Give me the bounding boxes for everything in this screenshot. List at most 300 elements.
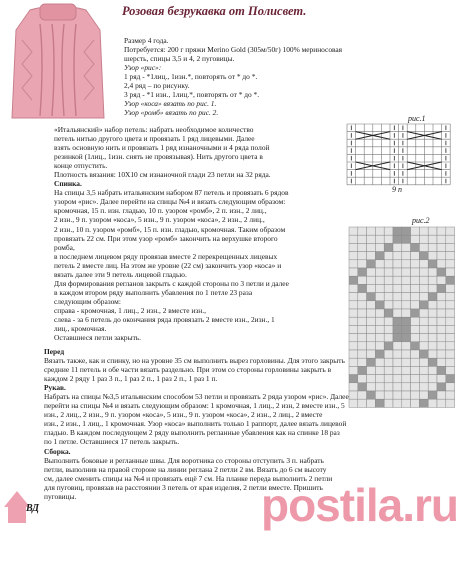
text-line: На спицы 3,5 набрать итальянским набором 87 петель и провязать 6 рядов — [54, 188, 289, 198]
chart-cell — [367, 293, 376, 301]
chart-cell — [367, 317, 376, 325]
chart-cell — [419, 252, 428, 260]
chart-cell — [437, 350, 446, 358]
chart-cell — [437, 325, 446, 333]
chart-cell — [402, 252, 411, 260]
chart-cell — [375, 276, 384, 284]
chart-cell — [349, 243, 358, 251]
chart-cell — [402, 375, 411, 383]
text-line: см, далее сменить спицы на №4 и провязать ещё 7 см. На планке переда выполнить 2 петли — [44, 473, 333, 483]
chart-cell — [428, 350, 437, 358]
chart-cell — [384, 383, 393, 391]
chart-cell — [437, 366, 446, 374]
chart-cell — [375, 383, 384, 391]
chart-cell — [349, 375, 358, 383]
text-line: по 1 петле. Оставшиеся 17 петель закрыть. — [44, 437, 180, 447]
chart-cell — [402, 268, 411, 276]
text-line: 2 изн., 10 п. узором «ромб», 15 п. изн. гладью, кромочная. Таким образом — [54, 224, 286, 234]
chart-cell — [367, 334, 376, 342]
text-line: средние 11 петель и обе части вязать раздельно. При этом со стороны горловины закрыть в — [44, 365, 332, 375]
chart-cell — [419, 284, 428, 292]
chart-cell — [384, 309, 393, 317]
text-line: Набрать на спицы №3,5 итальянским способом 53 петли и провязать 2 ряда узором «рис». Далее — [44, 392, 349, 402]
chart-cell — [428, 227, 437, 235]
text-line: «Итальянский» набор петель: набрать необходимое количество — [54, 125, 254, 134]
chart-cell — [358, 284, 367, 292]
chart-cell — [446, 276, 455, 284]
chart-cell — [437, 260, 446, 268]
chart-cell — [367, 284, 376, 292]
chart-cell — [375, 301, 384, 309]
chart-cell — [384, 227, 393, 235]
figure2-chart — [348, 226, 456, 415]
chart-cell — [375, 317, 384, 325]
chart-cell — [367, 309, 376, 317]
chart-cell — [411, 325, 420, 333]
chart-cell — [367, 375, 376, 383]
chart-cell — [393, 342, 402, 350]
chart-cell — [402, 342, 411, 350]
sweater-photo — [0, 0, 116, 124]
chart-cell — [437, 276, 446, 284]
chart-cell — [419, 375, 428, 383]
chart-cell — [375, 350, 384, 358]
text-line: 2,4 ряд – по рисунку. — [124, 81, 190, 91]
chart-cell — [411, 260, 420, 268]
chart-cell — [358, 301, 367, 309]
chart-cell — [411, 252, 420, 260]
chart-cell — [411, 293, 420, 301]
chart-cell — [375, 375, 384, 383]
chart-cell — [349, 227, 358, 235]
chart-cell — [375, 293, 384, 301]
text-line: изн., 2 изн., 1 лиц., 1 кромочная. Узор «коса» выполнить только 1 раппорт, далее вязать лицевой — [44, 419, 347, 429]
text-line: кромочная, 15 п. изн. гладью, 10 п. узором «ромб», 2 п. изн., 2 лиц., — [54, 206, 267, 216]
chart-cell — [411, 399, 420, 407]
chart-cell — [437, 375, 446, 383]
chart-cell — [375, 243, 384, 251]
chart-cell — [402, 366, 411, 374]
chart-cell — [428, 375, 437, 383]
intro-text — [124, 36, 342, 117]
instructions-main — [54, 125, 289, 342]
chart-cell — [375, 325, 384, 333]
text-line: Узор «ромб» вязать по рис. 2. — [124, 108, 219, 118]
watermark-text: postila.ru — [260, 479, 458, 531]
chart-cell — [402, 325, 411, 333]
chart-cell — [375, 391, 384, 399]
chart-cell — [393, 325, 402, 333]
text-line: Плотность вязания: 10Х10 см изнаночной глади 23 петли на 32 ряда. — [54, 170, 271, 180]
chart-cell — [419, 243, 428, 251]
text-line: для пуговиц, провязав на расстоянии 3 петель от края изделия, 2 петли вместе. Пришить — [44, 482, 323, 492]
chart-cell — [428, 366, 437, 374]
chart-cell — [393, 334, 402, 342]
chart-cell — [349, 334, 358, 342]
chart-cell — [358, 276, 367, 284]
chart-cell — [428, 293, 437, 301]
chart-cell — [384, 317, 393, 325]
chart-cell — [419, 301, 428, 309]
text-line: Вязать также, как и спинку, но на уровне 35 см выполнить вырез горловины. Для этого закрыть — [44, 356, 345, 366]
text-line: Перед — [44, 347, 65, 356]
chart-cell — [419, 227, 428, 235]
chart-cell — [428, 391, 437, 399]
chart-cell — [384, 375, 393, 383]
chart-cell — [428, 358, 437, 366]
chart-cell — [419, 334, 428, 342]
text-line: Размер 4 года. — [124, 36, 169, 45]
text-line: провязать 22 см. При этом узор «ромб» закончить на верхушке второго — [54, 233, 278, 243]
chart-cell — [402, 284, 411, 292]
chart-cell — [393, 309, 402, 317]
chart-cell — [384, 366, 393, 374]
chart-cell — [428, 334, 437, 342]
text-line: Узор «рис»: — [124, 63, 162, 73]
chart-cell — [411, 366, 420, 374]
chart-cell — [384, 399, 393, 407]
chart-cell — [419, 325, 428, 333]
chart-cell — [375, 260, 384, 268]
chart-cell — [428, 235, 437, 243]
chart-cell — [437, 399, 446, 407]
text-line: петель 2 вместе лиц. На этом же уровне (22 см) закончить узор «коса» и — [54, 260, 282, 270]
chart-cell — [393, 366, 402, 374]
chart-cell — [437, 317, 446, 325]
chart-cell — [375, 358, 384, 366]
text-line: Для формирования регланов закрыть с каждой стороны по 3 петли и далее — [54, 278, 289, 288]
chart-cell — [446, 317, 455, 325]
chart-cell — [367, 243, 376, 251]
chart-cell — [349, 325, 358, 333]
chart-cell — [446, 260, 455, 268]
chart-cell — [349, 235, 358, 243]
chart-cell — [375, 227, 384, 235]
chart-cell — [437, 334, 446, 342]
chart-cell — [402, 276, 411, 284]
chart-cell — [446, 350, 455, 358]
chart-cell — [349, 366, 358, 374]
chart-cell — [419, 309, 428, 317]
chart-cell — [402, 334, 411, 342]
chart-cell — [349, 252, 358, 260]
chart-cell — [402, 350, 411, 358]
chart-cell — [446, 235, 455, 243]
chart-cell — [428, 243, 437, 251]
chart-cell — [393, 260, 402, 268]
chart-cell — [446, 366, 455, 374]
chart-cell — [384, 334, 393, 342]
chart-cell — [393, 252, 402, 260]
chart-cell — [367, 276, 376, 284]
chart-cell — [419, 399, 428, 407]
chart-cell — [446, 391, 455, 399]
chart-cell — [411, 309, 420, 317]
chart-cell — [411, 301, 420, 309]
text-line: 2 изн., 9 п. узором «коса», 5 изн., 9 п. узором «коса», 2 изн., 2 лиц., — [54, 215, 265, 225]
chart-cell — [402, 227, 411, 235]
chart-cell — [437, 342, 446, 350]
chart-cell — [384, 325, 393, 333]
chart-cell — [428, 325, 437, 333]
figure2-label: рис.2 — [412, 216, 430, 225]
chart-cell — [384, 391, 393, 399]
chart-cell — [446, 383, 455, 391]
chart-cell — [402, 309, 411, 317]
chart-cell — [437, 227, 446, 235]
chart-cell — [349, 317, 358, 325]
chart-cell — [402, 383, 411, 391]
chart-cell — [411, 391, 420, 399]
chart-cell — [367, 391, 376, 399]
chart-cell — [419, 317, 428, 325]
chart-cell — [411, 276, 420, 284]
chart-cell — [358, 334, 367, 342]
chart-cell — [358, 375, 367, 383]
chart-cell — [419, 391, 428, 399]
figure1-dimension: 9 п — [392, 185, 402, 194]
chart-cell — [446, 375, 455, 383]
chart-cell — [428, 260, 437, 268]
chart-cell — [367, 235, 376, 243]
text-line: Оставшиеся петли закрыть. — [54, 333, 142, 343]
text-line: в каждом втором ряду выполнить убавления по 1 петле 23 раза — [54, 287, 253, 297]
text-line: 1 ряд - *1лиц., 1изн.*, повторять от * до *. — [124, 72, 258, 82]
chart-cell — [393, 268, 402, 276]
watermark-tag: ВД — [26, 503, 39, 514]
chart-cell — [428, 252, 437, 260]
chart-cell — [393, 243, 402, 251]
chart-cell — [446, 334, 455, 342]
text-line: каждом 2 ряду 1 раз 3 п., 1 раз 2 п., 1 раз 2 п., 1 раз 1 п. — [44, 374, 218, 384]
text-line: перейти на спицы №4 и вязать следующим образом: 1 кромочная, 1 лиц., 2 изн, 2 вместе изн., 5 — [44, 401, 345, 411]
chart-cell — [349, 383, 358, 391]
text-line: петли, выполнив на правой стороне на линии реглана 2 петли 2 вм. Вязать до 6 см высоту — [44, 464, 327, 474]
text-line: в последнем лицевом ряду провязав вместе 2 перекрещенных лицевых — [54, 251, 278, 261]
chart-cell — [367, 252, 376, 260]
chart-cell — [384, 301, 393, 309]
chart-cell — [393, 293, 402, 301]
chart-cell — [437, 391, 446, 399]
chart-cell — [411, 383, 420, 391]
chart-cell — [349, 391, 358, 399]
chart-cell — [349, 260, 358, 268]
chart-cell — [419, 383, 428, 391]
chart-cell — [384, 342, 393, 350]
chart-cell — [367, 260, 376, 268]
chart-cell — [437, 235, 446, 243]
chart-cell — [358, 350, 367, 358]
chart-cell — [419, 276, 428, 284]
chart-cell — [437, 358, 446, 366]
chart-cell — [349, 284, 358, 292]
chart-cell — [437, 243, 446, 251]
chart-cell — [446, 399, 455, 407]
chart-cell — [367, 325, 376, 333]
chart-cell — [384, 358, 393, 366]
chart-cell — [358, 317, 367, 325]
chart-cell — [384, 350, 393, 358]
chart-cell — [446, 309, 455, 317]
chart-cell — [428, 317, 437, 325]
text-line: вязать далее эти 9 петель лицевой гладью. — [54, 269, 187, 279]
chart-cell — [411, 227, 420, 235]
chart-cell — [411, 358, 420, 366]
chart-cell — [428, 342, 437, 350]
chart-cell — [349, 301, 358, 309]
chart-cell — [358, 325, 367, 333]
chart-cell — [358, 366, 367, 374]
chart-cell — [402, 301, 411, 309]
chart-cell — [402, 260, 411, 268]
text-line: 3 ряд - *1 изн., 1лиц.*, повторять от * до *. — [124, 90, 260, 100]
chart-cell — [402, 399, 411, 407]
chart-cell — [367, 383, 376, 391]
chart-cell — [402, 235, 411, 243]
chart-cell — [375, 252, 384, 260]
chart-cell — [411, 375, 420, 383]
chart-cell — [393, 301, 402, 309]
chart-cell — [384, 268, 393, 276]
text-line: Потребуется: 200 г пряжи Merino Gold (305м/50г) 100% мериносовая — [124, 45, 343, 55]
chart-cell — [367, 358, 376, 366]
chart-cell — [428, 309, 437, 317]
chart-cell — [375, 284, 384, 292]
chart-cell — [349, 350, 358, 358]
chart-cell — [437, 301, 446, 309]
chart-cell — [393, 235, 402, 243]
chart-cell — [358, 293, 367, 301]
chart-cell — [358, 260, 367, 268]
chart-cell — [375, 268, 384, 276]
chart-cell — [402, 243, 411, 251]
chart-cell — [367, 268, 376, 276]
chart-cell — [428, 383, 437, 391]
chart-cell — [411, 317, 420, 325]
chart-cell — [437, 293, 446, 301]
chart-cell — [358, 399, 367, 407]
chart-cell — [349, 293, 358, 301]
chart-cell — [384, 293, 393, 301]
chart-cell — [393, 350, 402, 358]
chart-cell — [375, 342, 384, 350]
text-line: шерсть, спицы 3,5 и 4, 2 пуговицы. — [124, 54, 235, 64]
chart-cell — [437, 252, 446, 260]
chart-cell — [367, 301, 376, 309]
chart-cell — [437, 309, 446, 317]
chart-cell — [393, 399, 402, 407]
text-line: следующим образом: — [54, 296, 121, 306]
text-line: резинкой (1лиц., 1изн. снять не провязывая). Нить другого цвета в — [54, 152, 263, 162]
chart-cell — [349, 309, 358, 317]
text-line: слева - за 6 петель до окончания ряда провязать 2 вместе изн., 2изн., 1 — [54, 314, 275, 324]
figure1-label: рис.1 — [408, 114, 426, 123]
chart-cell — [446, 342, 455, 350]
chart-cell — [446, 301, 455, 309]
chart-cell — [419, 268, 428, 276]
chart-cell — [446, 325, 455, 333]
chart-cell — [419, 342, 428, 350]
chart-cell — [411, 342, 420, 350]
chart-cell — [419, 366, 428, 374]
chart-cell — [358, 342, 367, 350]
chart-cell — [446, 358, 455, 366]
chart-cell — [411, 243, 420, 251]
chart-cell — [384, 284, 393, 292]
chart-cell — [446, 252, 455, 260]
chart-cell — [411, 268, 420, 276]
text-line: изн., 2 лиц., 2 изн., 9 п. узором «коса», 5 изн., 9 п. узором «коса», 2 изн., 2 лиц., 2 вместе — [44, 410, 323, 420]
instructions-bottom — [44, 347, 349, 501]
chart-cell — [402, 391, 411, 399]
text-line: лиц., кромочная. — [54, 324, 107, 334]
text-line: Узор «коса» вязать по рис. 1. — [124, 99, 217, 109]
chart-cell — [367, 342, 376, 350]
chart-cell — [367, 350, 376, 358]
chart-cell — [393, 383, 402, 391]
chart-cell — [446, 268, 455, 276]
chart-cell — [375, 235, 384, 243]
chart-cell — [446, 293, 455, 301]
text-line: петель нитью другого цвета и провязать 1 ряд лицевыми. Далее — [54, 134, 255, 144]
chart-cell — [437, 284, 446, 292]
chart-cell — [402, 293, 411, 301]
text-line: Сборка. — [44, 446, 71, 456]
chart-cell — [393, 358, 402, 366]
chart-cell — [446, 284, 455, 292]
text-line: справа - кромочная, 1 лиц., 2 изн., 2 вместе изн., — [54, 305, 206, 315]
text-line: Спинка. — [54, 179, 82, 189]
text-line: конце отпустить. — [54, 161, 108, 171]
chart-cell — [375, 334, 384, 342]
chart-cell — [428, 268, 437, 276]
chart-cell — [446, 227, 455, 235]
chart-cell — [384, 235, 393, 243]
chart-cell — [384, 243, 393, 251]
text-line: взять основную нить и провязать 1 ряд изнаночными и 4 ряда полой — [54, 143, 270, 153]
chart-cell — [411, 235, 420, 243]
chart-cell — [384, 252, 393, 260]
chart-cell — [358, 252, 367, 260]
chart-cell — [367, 227, 376, 235]
text-line: гладью. В каждом последующем 2 ряду выполнить регланные убавления как на спинке 18 раз — [44, 428, 340, 438]
text-line: Рукав. — [44, 383, 66, 393]
chart-cell — [437, 383, 446, 391]
chart-cell — [419, 260, 428, 268]
chart-cell — [358, 358, 367, 366]
chart-cell — [428, 276, 437, 284]
chart-cell — [375, 366, 384, 374]
chart-cell — [375, 309, 384, 317]
chart-cell — [393, 375, 402, 383]
chart-cell — [384, 260, 393, 268]
text-line: Выполнить боковые и регланные швы. Для воротника со стороны отступить 3 п. набрать — [44, 455, 324, 465]
text-line: узором «рис». Далее перейти на спицы №4 и вязать следующим образом: — [54, 197, 286, 207]
chart-cell — [358, 391, 367, 399]
chart-cell — [402, 358, 411, 366]
chart-cell — [349, 268, 358, 276]
chart-cell — [393, 276, 402, 284]
chart-cell — [358, 268, 367, 276]
chart-cell — [358, 383, 367, 391]
chart-cell — [428, 301, 437, 309]
chart-cell — [393, 391, 402, 399]
chart-cell — [367, 366, 376, 374]
chart-cell — [393, 227, 402, 235]
chart-cell — [411, 284, 420, 292]
text-line: ромба, — [54, 242, 75, 252]
chart-cell — [419, 235, 428, 243]
